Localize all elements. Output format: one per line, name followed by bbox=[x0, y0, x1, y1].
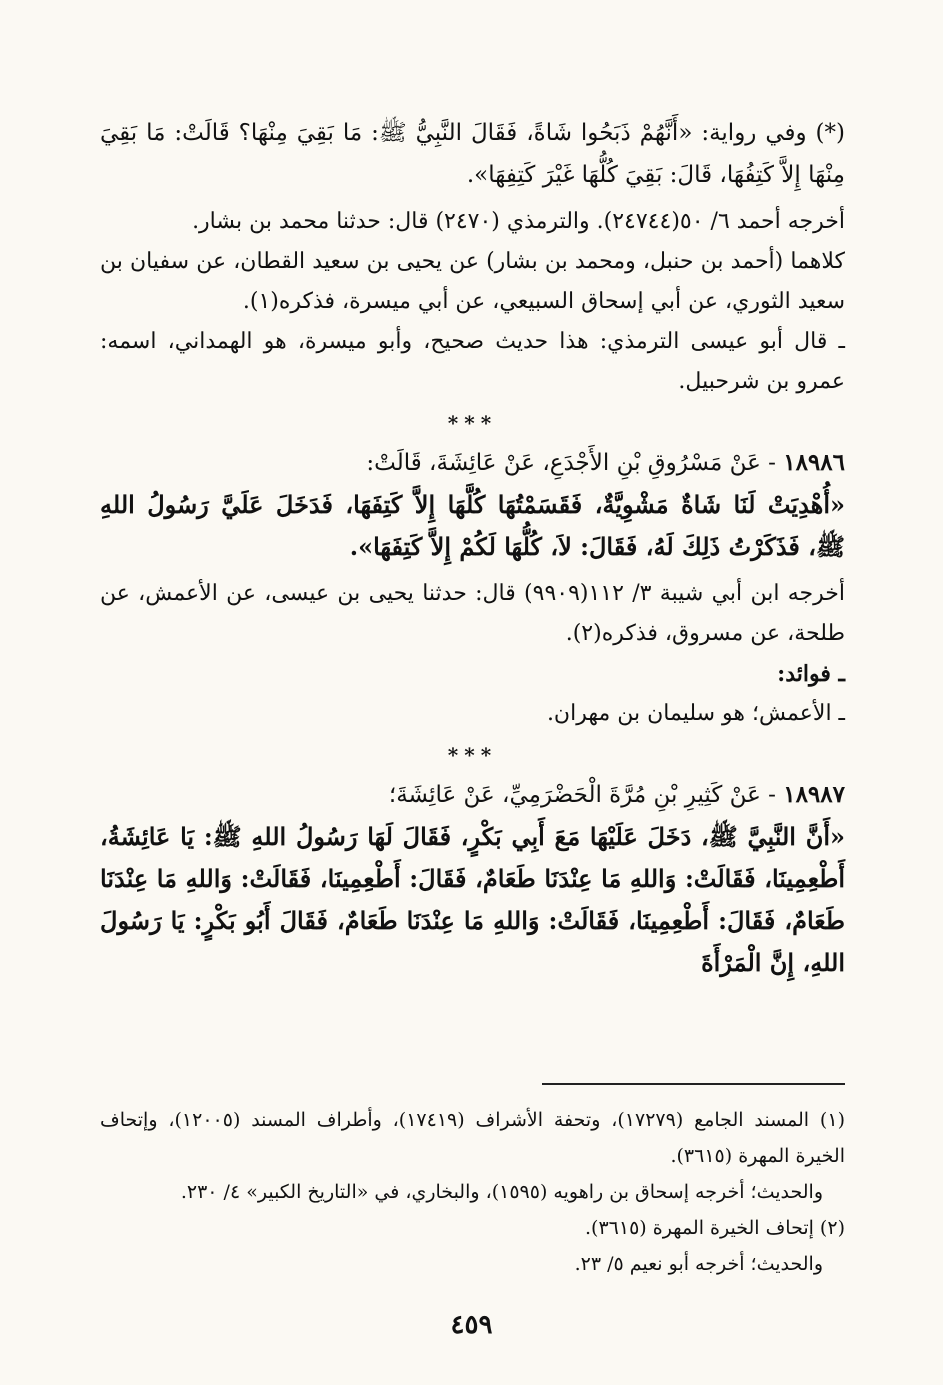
footnotes bbox=[100, 1102, 845, 1282]
section-divider-stars-2: *** bbox=[447, 743, 498, 767]
footnote-1-hadith: والحديث؛ أخرجه إسحاق بن راهويه (١٥٩٥)، والبخاري، في «التاريخ الكبير» ٤/ ٢٣٠. bbox=[180, 1181, 823, 1203]
hadith-chain: - عَنْ مَسْرُوقِ بْنِ الأَجْدَعِ، عَنْ عَائِشَةَ، قَالَتْ: bbox=[366, 450, 776, 476]
section-divider-stars: *** bbox=[447, 411, 498, 435]
footnote-2: (٢) إتحاف الخيرة المهرة (٣٦١٥). bbox=[585, 1217, 845, 1239]
footnote-1: (١) المسند الجامع (١٧٢٧٩)، وتحفة الأشراف (١٧٤١٩)، وأطراف المسند (١٢٠٠٥)، وإتحاف الخيرة المهرة (٣٦١٥). bbox=[100, 1109, 845, 1167]
main-text bbox=[100, 112, 845, 984]
takhrij-paragraph-2: أخرجه ابن أبي شيبة ٣/ ١١٢(٩٩٠٩) قال: حدثنا يحيى بن عيسى، عن الأعمش، عن طلحة، عن مسروق، فذكره(٢). bbox=[100, 581, 845, 646]
hadith-18986-text: «أُهْدِيَتْ لَنَا شَاةٌ مَشْوِيَّةٌ، فَقَسَمْتُهَا كُلَّهَا إِلاَّ كَتِفَهَا، فَدَخَلَ عَلَيَّ رَسُولُ اللهِ ﷺ، فَذَكَرْتُ ذَلِكَ لَهُ، فَقَالَ: لاَ، كُلُّهَا لَكُمْ إِلاَّ كَتِفَهَا». bbox=[100, 490, 845, 561]
isnad-paragraph: كلاهما (أحمد بن حنبل، ومحمد بن بشار) عن يحيى بن سعيد القطان، عن سفيان بن سعيد الثوري، عن أبي إسحاق السبيعي، عن أبي ميسرة، فذكره(١). bbox=[100, 249, 845, 314]
tirmidhi-comment: ـ قال أبو عيسى الترمذي: هذا حديث صحيح، وأبو ميسرة، هو الهمداني، اسمه: عمرو بن شرحبيل. bbox=[100, 329, 845, 394]
hadith-18987-heading bbox=[100, 774, 845, 816]
page-number: ٤٥٩ bbox=[450, 1310, 493, 1340]
hadith-18987-text: «أَنَّ النَّبِيَّ ﷺ، دَخَلَ عَلَيْهَا مَعَ أَبِي بَكْرٍ، فَقَالَ لَهَا رَسُولُ اللهِ ﷺ: يَا عَائِشَةُ، أَطْعِمِينَا، فَقَالَتْ: وَاللهِ مَا عِنْدَنَا طَعَامٌ، فَقَالَ: أَطْعِمِينَا، فَقَالَتْ: وَاللهِ مَا عِنْدَنَا طَعَامٌ، فَقَالَ: أَطْعِمِينَا، فَقَالَتْ: وَاللهِ مَا عِنْدَنَا طَعَامٌ، فَقَالَ أَبُو بَكْرٍ: يَا رَسُولَ اللهِ، إِنَّ الْمَرْأَةَ bbox=[100, 822, 845, 977]
hadith-number: ١٨٩٨٧ bbox=[783, 781, 845, 808]
footnote-2-hadith: والحديث؛ أخرجه أبو نعيم ٥/ ٢٣. bbox=[574, 1253, 823, 1275]
fawaid-item: ـ الأعمش؛ هو سليمان بن مهران. bbox=[546, 701, 845, 726]
fawaid-heading: ـ فوائد: bbox=[777, 661, 845, 687]
riwaya-paragraph: (*) وفي رواية: «أَنَّهُمْ ذَبَحُوا شَاةً، فَقَالَ النَّبِيُّ ﷺ: مَا بَقِيَ مِنْهَا؟ قَالَتْ: مَا بَقِيَ مِنْهَا إِلاَّ كَتِفُهَا، قَالَ: بَقِيَ كُلُّهَا غَيْرَ كَتِفِهَا». bbox=[100, 120, 845, 188]
hadith-chain: - عَنْ كَثِيرِ بْنِ مُرَّةَ الْحَضْرَمِيِّ، عَنْ عَائِشَةَ؛ bbox=[388, 782, 776, 808]
footnote-separator bbox=[542, 1083, 845, 1085]
hadith-18986-heading bbox=[100, 442, 845, 484]
hadith-number: ١٨٩٨٦ bbox=[783, 449, 845, 476]
takhrij-paragraph-1: أخرجه أحمد ٦/ ٥٠(٢٤٧٤٤). والترمذي (٢٤٧٠) قال: حدثنا محمد بن بشار. bbox=[192, 209, 845, 234]
